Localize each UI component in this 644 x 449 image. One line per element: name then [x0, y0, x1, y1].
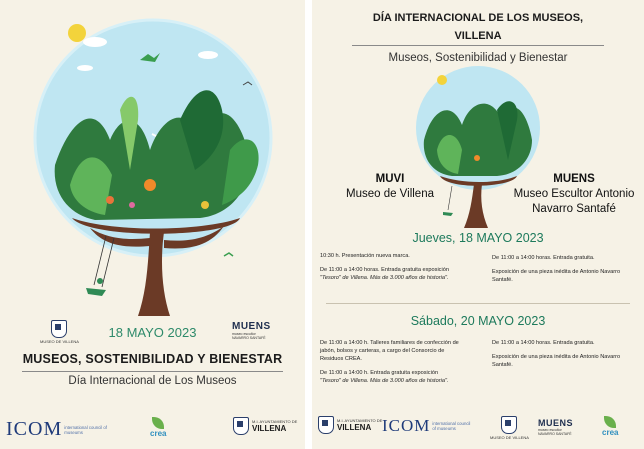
schedule-item: "Tesoro" de Villena. Más de 3.000 años de historia".: [320, 275, 449, 281]
villena-logo: [318, 416, 382, 434]
muvi-block: [342, 172, 438, 202]
villena-logo-word: VILLENA: [252, 424, 287, 433]
villena-logo-word: VILLENA: [337, 423, 372, 432]
program-subtitle: Museos, Sostenibilidad y Bienestar: [388, 52, 568, 64]
muvi-name: Museo de Villena: [345, 188, 434, 200]
schedule-item: 10:30 h. Presentación nueva marca.: [320, 253, 410, 259]
muens-logo: [538, 418, 573, 436]
schedule-item: De 11:00 a 14:00 h. Talleres familiares de confección de: [320, 340, 459, 346]
muens-logo-line2: NAVARRO SANTAFÉ: [538, 432, 572, 436]
muens-title: MUENS: [553, 173, 595, 185]
program-header-line1: DÍA INTERNACIONAL DE LOS MUSEOS,: [372, 12, 584, 24]
icom-logo-word: ICOM: [6, 418, 63, 440]
icom-logo: [382, 416, 470, 436]
leaf-icon: [604, 416, 616, 428]
crest-icon: [233, 417, 249, 435]
poster-subtitle: Día Internacional de Los Museos: [68, 375, 237, 387]
schedule-item: De 11:00 a 14:00 horas. Entrada gratuita exposición: [320, 267, 449, 273]
icom-logo-subtitle: international council of museums: [64, 424, 107, 435]
muens-logo-word: MUENS: [232, 321, 271, 332]
icom-logo-word: ICOM: [382, 416, 431, 435]
muvi-title: MUVI: [375, 173, 405, 185]
schedule-item: De 11:00 a 14:00 horas. Entrada gratuita.: [492, 340, 595, 346]
muens-logo-line1: museo escultor: [232, 332, 256, 336]
icom-logo-subtitle: international council of museums: [432, 421, 471, 431]
schedule-item: jabón, bolsos y carteras, a cargo del Consorcio de: [320, 348, 445, 354]
cloud-icon: [77, 65, 93, 71]
muens-logo-word: MUENS: [538, 418, 574, 428]
day2-muens-schedule: [492, 339, 642, 369]
muens-block: [510, 172, 638, 217]
cloud-icon: [83, 37, 107, 47]
muens-name-line2: Navarro Santafé: [532, 203, 616, 215]
sun-icon: [437, 75, 447, 85]
sun-icon: [68, 24, 86, 42]
tree-trunk: [464, 184, 488, 228]
schedule-item: Residuos CREA.: [320, 356, 362, 362]
crea-logo-word: crea: [602, 428, 619, 437]
schedule-item: Santafé.: [492, 362, 513, 368]
event-date: 18 MAYO 2023: [108, 325, 197, 340]
icom-logo: [6, 418, 110, 441]
day2-heading: Sábado, 20 MAYO 2023: [410, 314, 546, 328]
schedule-item: Exposición de una pieza inédita de Antonio Navarro: [492, 269, 621, 275]
schedule-item: De 11:00 a 14:00 horas. Entrada gratuita.: [492, 255, 595, 261]
child-on-swing: [443, 212, 453, 216]
schedule-item: "Tesoro" de Villena. Más de 3.000 años de historia".: [320, 378, 449, 384]
muens-logo-line2: NAVARRO SANTAFÉ: [232, 336, 266, 340]
crea-logo: [602, 416, 618, 437]
title-divider: [22, 371, 283, 372]
schedule-item: De 11:00 a 14:00 h. Entrada gratuita exposición: [320, 370, 439, 376]
cloud-icon: [198, 51, 218, 59]
crea-logo-word: crea: [150, 429, 167, 438]
museum-logo-text: MUSEO DE VILLENA: [490, 435, 529, 440]
tree-illustration: [0, 0, 305, 340]
child-on-swing: [86, 288, 106, 296]
crest-icon: [318, 416, 334, 434]
villena-logo-small: M.I. AYUNTAMIENTO DE: [252, 419, 298, 424]
muens-logo-line1: museo escultor: [538, 428, 562, 432]
program-header-line2: VILLENA: [454, 30, 502, 42]
day-divider: [326, 303, 630, 304]
crest-icon: [501, 416, 517, 434]
poster-title: MUSEOS, SOSTENIBILIDAD Y BIENESTAR: [22, 352, 283, 366]
poster-right: [312, 0, 644, 449]
day1-muvi-schedule: [320, 252, 490, 282]
crea-logo: [150, 417, 166, 438]
museum-logo-text: MUSEO DE VILLENA: [40, 339, 79, 344]
villena-logo: [233, 417, 297, 435]
day1-heading: Jueves, 18 MAYO 2023: [412, 231, 544, 245]
schedule-item: Santafé.: [492, 277, 513, 283]
poster-left: [0, 0, 305, 449]
schedule-item: Exposición de una pieza inédita de Antonio Navarro: [492, 354, 621, 360]
day1-muens-schedule: [492, 254, 642, 284]
leaf-icon: [152, 417, 164, 429]
bird-icon: [224, 253, 233, 256]
day2-muvi-schedule: [320, 339, 490, 385]
museo-villena-logo: [490, 416, 529, 440]
muens-name-line1: Museo Escultor Antonio: [513, 188, 635, 200]
villena-logo-small: M.I. AYUNTAMIENTO DE: [337, 418, 383, 423]
